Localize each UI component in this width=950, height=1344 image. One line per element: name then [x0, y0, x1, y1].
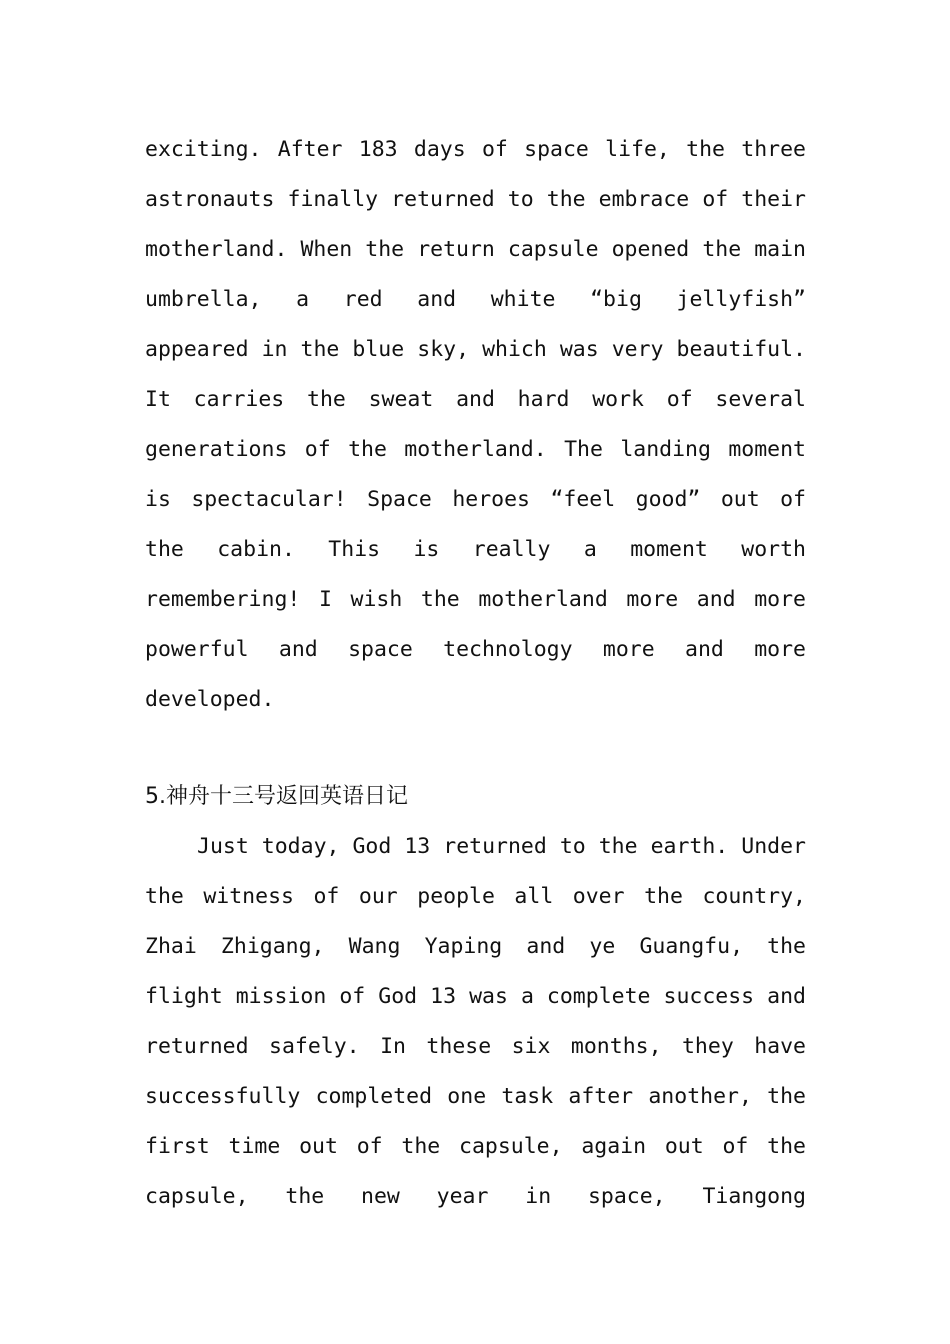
text-line: flight mission of God 13 was a complete success and [145, 984, 806, 1009]
text-line: developed. [145, 687, 275, 712]
text-line: returned safely. In these six months, they have [145, 1034, 806, 1059]
text-line: is spectacular! Space heroes “feel good” out of [145, 487, 806, 512]
text-line: umbrella, a red and white “big jellyfish” [145, 287, 806, 312]
text-line: motherland. When the return capsule opened the main [145, 237, 806, 262]
section-heading: 5.神舟十三号返回英语日记 [145, 784, 408, 809]
text-line: successfully completed one task after another, the [145, 1084, 806, 1109]
text-line: Zhai Zhigang, Wang Yaping and ye Guangfu, the [145, 934, 806, 959]
text-line: powerful and space technology more and more [145, 637, 806, 662]
text-line: Just today, God 13 returned to the earth. Under [197, 834, 806, 859]
text-line: appeared in the blue sky, which was very beautiful. [145, 337, 806, 362]
text-line: capsule, the new year in space, Tiangong [145, 1184, 806, 1209]
text-line: remembering! I wish the motherland more and more [145, 587, 806, 612]
text-line: the cabin. This is really a moment worth [145, 537, 806, 562]
text-line: first time out of the capsule, again out of the [145, 1134, 806, 1159]
text-line: generations of the motherland. The landing moment [145, 437, 806, 462]
text-line: exciting. After 183 days of space life, the three [145, 137, 806, 162]
text-line: astronauts finally returned to the embrace of their [145, 187, 806, 212]
text-line: the witness of our people all over the country, [145, 884, 806, 909]
text-line: It carries the sweat and hard work of several [145, 387, 806, 412]
